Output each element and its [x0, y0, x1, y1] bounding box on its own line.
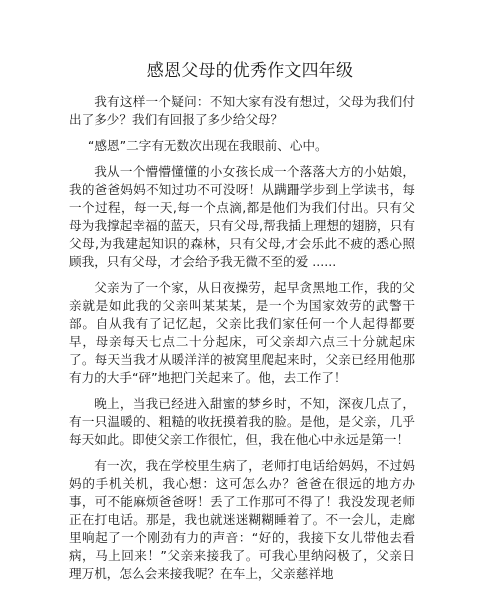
paragraph: 晚上，当我已经进入甜蜜的梦乡时，不知，深夜几点了，有一只温暖的、粗糙的收抚摸着我的脸。是他，是父亲，几乎每天如此。即使父亲工作很忙，但，我在他心中永远是第一！ — [69, 396, 415, 447]
paragraph: 父亲为了一个家，从日夜操劳，起早贪黑地工作，我的父亲就是如此我的父亲叫某某某，是一个为国家效劳的武警干部。自从我有了记忆起，父亲比我们家任何一个人起得都要早，母亲每天七点二十分起床，可父亲却六点三十分就起床了。每天当我才从暖洋洋的被窝里爬起来时，父亲已经用他那有力的大手“砰”地把门关起来了。他，去工作了！ — [69, 280, 415, 385]
paragraph: 我从一个懵懵懂懂的小女孩长成一个落落大方的小姑娘，我的爸爸妈妈不知过功不可没呀！从蹒跚学步到上学读书，每一个过程，每一天,每一个点滴,都是他们为我们付出。只有父母为我撑起幸福的蓝天，只有父母,帮我插上理想的翅膀，只有父母,为我建起知识的森林，只有父母,才会乐此不疲的悉心照顾我，只有父母，才会给予我无微不至的爱 ...... — [69, 164, 415, 269]
document-title: 感恩父母的优秀作文四年级 — [146, 61, 354, 81]
paragraph: 我有这样一个疑问：不知大家有没有想过，父母为我们付出了多少？我们有回报了多少给父母？ — [69, 94, 415, 127]
paragraph: “感恩”二字有无数次出现在我眼前、心中。 — [87, 138, 328, 153]
document-body — [69, 93, 415, 591]
paragraph: 有一次，我在学校里生病了，老师打电话给妈妈，不过妈妈的手机关机，我心想：这可怎么办？爸爸在很远的地方办事，可不能麻烦爸爸呀！丢了工作那可不得了！我没发现老师正在打电话。那是，我也就迷迷糊糊睡着了。不一会儿，走廊里响起了一个刚劲有力的声音：“好的，我接下女儿带他去看病，马上回来！”父亲来接我了。可我心里纳闷极了，父亲日理万机，怎么会来接我呢？在车上，父亲慈祥地 — [69, 458, 415, 581]
